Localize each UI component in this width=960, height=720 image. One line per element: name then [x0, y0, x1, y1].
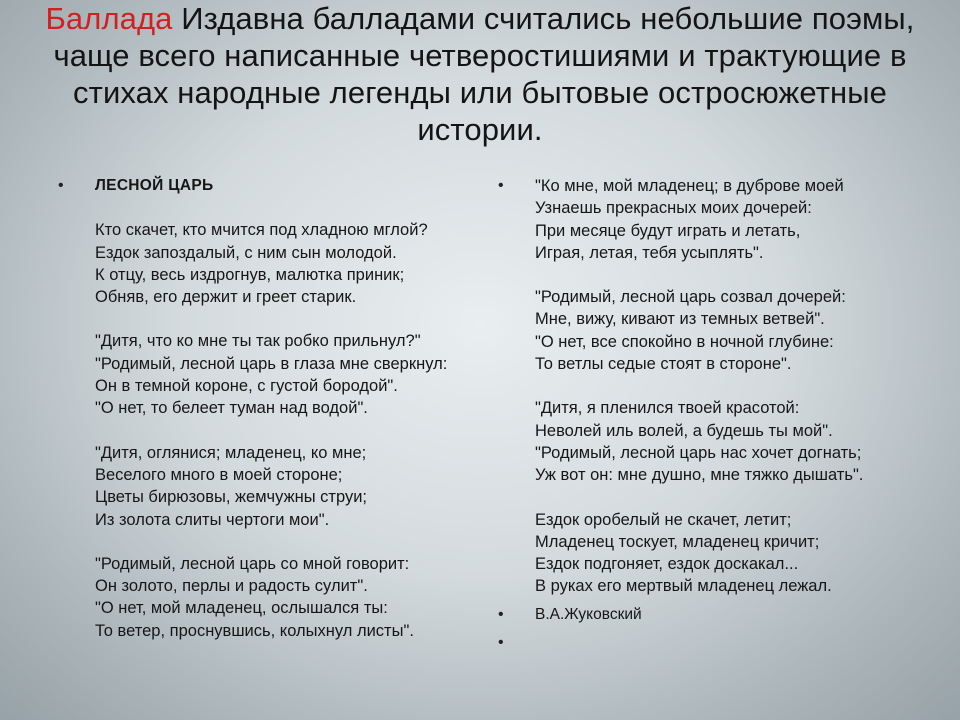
stanza [535, 397, 918, 486]
poem-line: "Дитя, оглянися; младенец, ко мне; [95, 443, 367, 462]
poem-line: "Родимый, лесной царь в глаза мне сверкнул: [95, 354, 448, 373]
poem-line: Из золота слиты чертоги мои". [95, 510, 330, 529]
poem-line: "О нет, мой младенец, ослышался ты: [95, 599, 388, 618]
bullet: • [498, 177, 504, 194]
poem-line: Ездок запоздалый, с ним сын молодой. [95, 243, 397, 262]
stanza [535, 175, 918, 264]
poem-line: "О нет, то белеет туман над водой". [95, 399, 368, 418]
title-term: Баллада [45, 1, 173, 36]
slide-title [20, 0, 940, 148]
poem-heading: ЛЕСНОЙ ЦАРЬ [95, 177, 214, 194]
poem-line: Он в темной короне, с густой бородой". [95, 377, 398, 396]
poem-continuation-item [498, 175, 918, 598]
poem-line: "Родимый, лесной царь со мной говорит: [95, 554, 410, 573]
poem-line: "Ко мне, мой младенец; в дуброве моей [535, 177, 844, 195]
poem-line: Он золото, перлы и радость сулит". [95, 577, 368, 596]
poem-line: Веселого много в моей стороне; [95, 465, 343, 484]
stanza [535, 286, 918, 375]
poem-line: Младенец тоскует, младенец кричит; [535, 532, 820, 551]
bullet: • [498, 634, 504, 652]
bullet: • [58, 177, 64, 194]
poem-line: То ветер, проснувшись, колыхнул листы". [95, 621, 414, 640]
poem-line: "Дитя, что ко мне ты так робко прильнул?" [95, 332, 421, 351]
author-item [498, 604, 918, 626]
poem-line: "Дитя, я пленился твоей красотой: [535, 399, 800, 418]
poem-line: То ветлы седые стоят в стороне". [535, 355, 792, 374]
stanza [535, 509, 918, 598]
poem-line: "Родимый, лесной царь созвал дочерей: [535, 288, 846, 307]
poem-line: Ездок подгоняет, ездок доскакал... [535, 555, 799, 574]
left-stanzas [95, 219, 458, 642]
poem-line: Ездок оробелый не скачет, летит; [535, 510, 792, 529]
stanza [95, 330, 458, 419]
empty-item [498, 632, 918, 654]
poem-item [58, 175, 458, 642]
poem-line: "О нет, все спокойно в ночной глубине: [535, 332, 834, 351]
poem-line: При месяце будут играть и летать, [535, 221, 801, 240]
poem-line: Неволей иль волей, а будешь ты мой". [535, 421, 833, 440]
poem-line: В руках его мертвый младенец лежал. [535, 577, 832, 596]
title-definition: Издавна балладами считались небольшие поэмы, чаще всего написанные четверостишиями и трактующие в стихах народные легенды или бытовые остросюжетные истории. [53, 1, 915, 147]
poem-line: Узнаешь прекрасных моих дочерей: [535, 199, 812, 218]
right-column [498, 175, 918, 654]
poem-line: "Родимый, лесной царь нас хочет догнать; [535, 443, 862, 462]
author-name: В.А.Жуковский [535, 605, 642, 623]
poem-line: Уж вот он: мне душно, мне тяжко дышать". [535, 466, 864, 485]
poem-line: Кто скачет, кто мчится под хладною мглой? [95, 221, 428, 240]
poem-line: Обняв, его держит и греет старик. [95, 288, 357, 307]
poem-line: Цветы бирюзовы, жемчужны струи; [95, 488, 368, 507]
poem-line: Мне, вижу, кивают из темных ветвей". [535, 310, 825, 329]
right-stanzas [535, 175, 918, 598]
left-column [58, 175, 458, 642]
poem-line: К отцу, весь издрогнув, малютка приник; [95, 265, 405, 284]
stanza [95, 442, 458, 531]
stanza [95, 553, 458, 642]
stanza [95, 219, 458, 308]
bullet: • [498, 605, 504, 623]
poem-line: Играя, летая, тебя усыплять". [535, 243, 764, 262]
